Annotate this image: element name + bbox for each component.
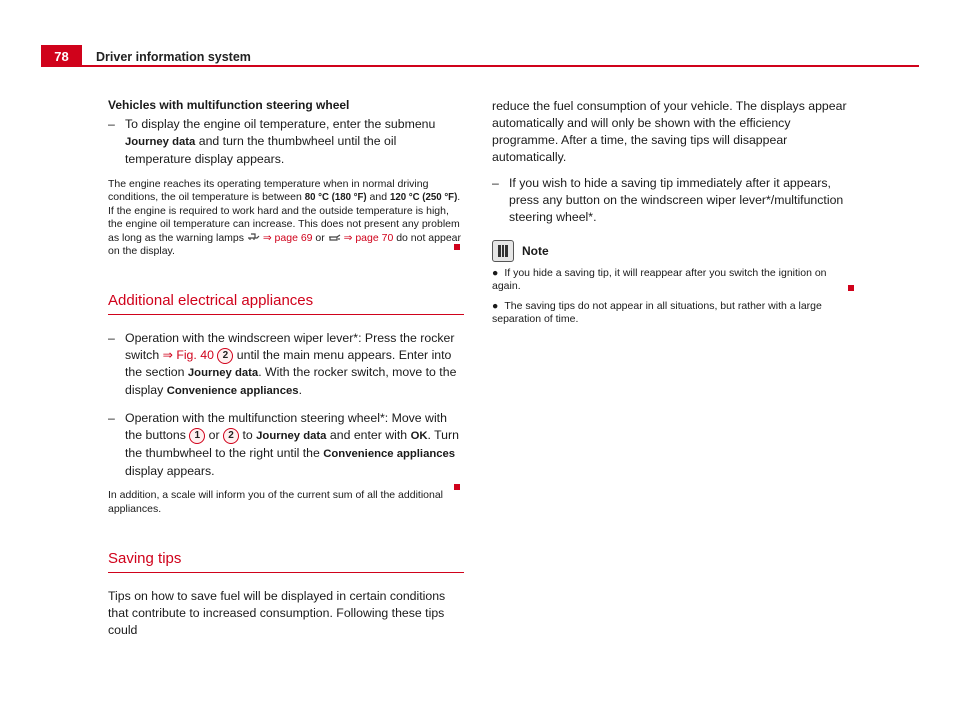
- oil-level-warning-icon: [328, 232, 341, 245]
- callout-2: 2: [223, 428, 239, 444]
- header-rule: [82, 65, 919, 67]
- callout-2: 2: [217, 348, 233, 364]
- saving-tips-paragraph: Tips on how to save fuel will be displayed in certain conditions that contribute to increased consumption. Following these tips could: [108, 589, 446, 638]
- page-70-link[interactable]: ⇒ page 70: [343, 231, 394, 244]
- saving-tips-heading: Saving tips: [108, 550, 464, 573]
- oil-temp-paragraph: The engine reaches its operating temperature when in normal driving conditions, the oil temperature is between 80 °C (180 °F) and 120 °C (250 °F). If the engine is required to work hard and the outside temperature is high, the engine oil temperature can increase. This does not present any problem as long as the warning lamps ⇒ page 69 or ⇒ page 70 do not appear on the display.: [108, 178, 462, 258]
- section-end-marker: [454, 484, 460, 490]
- right-column: [492, 98, 852, 327]
- coolant-warning-icon: [247, 232, 260, 245]
- scale-paragraph: In addition, a scale will inform you of the current sum of all the additional appliances.: [108, 489, 444, 515]
- oil-temp-step: – To display the engine oil temperature, enter the submenu Journey data and turn the thumbwheel until the oil temperature display appears.: [108, 117, 436, 166]
- steering-wheel-step: – Operation with the multifunction steering wheel*: Move with the buttons 1 or 2 to Journey data and enter with OK. Turn the thumbwheel to the right until the Convenience appliances display appears.: [108, 411, 459, 479]
- page-number: 78: [41, 45, 82, 67]
- fig-40-link[interactable]: ⇒ Fig. 40: [162, 348, 214, 363]
- note-header: [492, 240, 852, 262]
- note-icon: [492, 240, 514, 262]
- page-69-link[interactable]: ⇒ page 69: [262, 231, 313, 244]
- callout-1: 1: [189, 428, 205, 444]
- saving-tips-continued: reduce the fuel consumption of your vehicle. The displays appear automatically and will only be shown with the efficiency programme. After a time, the saving tips will disappear automatically.: [492, 99, 847, 164]
- wiper-lever-step: – Operation with the windscreen wiper lever*: Press the rocker switch ⇒ Fig. 40 2 until the main menu appears. Enter into the section Journey data. With the rocker switch, move to the display Convenience appliances.: [108, 331, 457, 398]
- section-end-marker: [454, 244, 460, 250]
- note-item: ● The saving tips do not appear in all situations, but rather with a large separation of time.: [492, 299, 822, 326]
- note-title: Note: [522, 244, 549, 258]
- note-item: ● If you hide a saving tip, it will reappear after you switch the ignition on again.: [492, 267, 827, 293]
- mfsw-heading: Vehicles with multifunction steering wheel: [108, 98, 350, 112]
- chapter-title: Driver information system: [96, 50, 251, 64]
- hide-tip-step: – If you wish to hide a saving tip immediately after it appears, press any button on the windscreen wiper lever*/multifunction steering wheel*.: [492, 176, 844, 224]
- additional-appliances-heading: Additional electrical appliances: [108, 292, 464, 315]
- left-column: [108, 98, 464, 639]
